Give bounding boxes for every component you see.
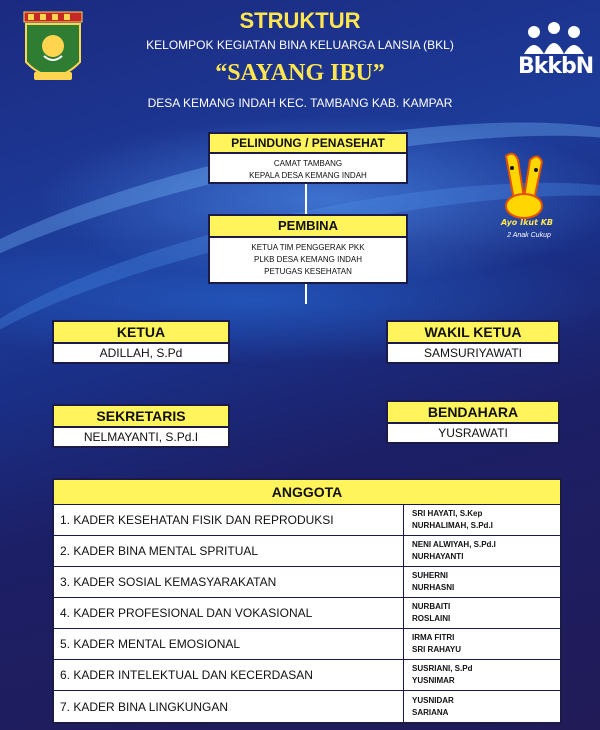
kader-name: 1. KADER KESEHATAN FISIK DAN REPRODUKSI xyxy=(54,505,404,535)
member-name: IRMA FITRI xyxy=(412,633,455,642)
bkkbn-logo-text: BkkbN xyxy=(518,54,594,79)
bendahara-box xyxy=(386,400,560,444)
anggota-table xyxy=(52,478,562,724)
kader-name: 2. KADER BINA MENTAL SPRITUAL xyxy=(54,536,404,566)
wakil-ketua-title: WAKIL KETUA xyxy=(388,322,558,344)
bendahara-name: YUSRAWATI xyxy=(438,426,508,440)
pembina-line: PLKB DESA KEMANG INDAH xyxy=(253,255,363,264)
location-line: DESA KEMANG INDAH KEC. TAMBANG KAB. KAMPAR xyxy=(147,96,453,110)
pembina-line: KETUA TIM PENGGERAK PKK xyxy=(251,243,365,252)
page-title: STRUKTUR xyxy=(239,8,361,33)
table-row xyxy=(54,691,560,722)
ketua-box xyxy=(52,320,230,364)
member-name: YUSNIMAR xyxy=(412,676,455,685)
member-name: NURHALIMAH, S.Pd.I xyxy=(412,521,493,530)
organization-name: KELOMPOK KEGIATAN BINA KELUARGA LANSIA (BKL) xyxy=(146,38,454,52)
member-name: ROSLAINI xyxy=(412,614,451,623)
ketua-title: KETUA xyxy=(54,322,228,344)
sekretaris-box xyxy=(52,404,230,448)
connector-line xyxy=(305,184,307,214)
kader-name: 5. KADER MENTAL EMOSIONAL xyxy=(54,629,404,659)
pelindung-line: CAMAT TAMBANG xyxy=(273,159,343,168)
member-name: SUHERNI xyxy=(412,571,449,580)
table-row xyxy=(54,567,560,598)
kader-name: 6. KADER INTELEKTUAL DAN KECERDASAN xyxy=(54,660,404,690)
member-name: SRI RAHAYU xyxy=(412,645,462,654)
table-row xyxy=(54,598,560,629)
wakil-ketua-name: SAMSURIYAWATI xyxy=(423,346,522,360)
sekretaris-name: NELMAYANTI, S.Pd.I xyxy=(83,430,199,444)
connector-line xyxy=(305,284,307,304)
mascot-slogan: Ayo Ikut KB xyxy=(500,218,553,227)
table-row xyxy=(54,505,560,536)
kader-members xyxy=(404,505,560,535)
pelindung-box xyxy=(208,132,408,184)
kader-members xyxy=(404,536,560,566)
member-name: SARIANA xyxy=(412,707,449,717)
member-name: NENI ALWIYAH, S.Pd.I xyxy=(412,540,496,549)
kader-members xyxy=(404,598,560,628)
kader-name: 7. KADER BINA LINGKUNGAN xyxy=(54,691,404,722)
group-name: “SAYANG IBU” xyxy=(215,60,385,86)
kader-members xyxy=(404,691,560,722)
member-name: YUSNIDAR xyxy=(412,695,454,705)
sekretaris-title: SEKRETARIS xyxy=(54,406,228,428)
table-row xyxy=(54,660,560,691)
member-name: SRI HAYATI, S.Kep xyxy=(412,509,483,518)
table-row xyxy=(54,536,560,567)
bendahara-title: BENDAHARA xyxy=(388,402,558,424)
pembina-line: PETUGAS KESEHATAN xyxy=(264,267,352,276)
pelindung-line: KEPALA DESA KEMANG INDAH xyxy=(249,171,367,180)
member-name: NURBAITI xyxy=(412,602,451,611)
wakil-ketua-box xyxy=(386,320,560,364)
pelindung-title: PELINDUNG / PENASEHAT xyxy=(210,134,406,154)
mascot-subtext: 2 Anak Cukup xyxy=(507,232,551,239)
anggota-title: ANGGOTA xyxy=(54,480,560,505)
member-name: NURHAYANTI xyxy=(412,552,464,561)
kader-members xyxy=(404,660,560,690)
member-name: SUSRIANI, S.Pd xyxy=(412,664,473,673)
member-name: NURHASNI xyxy=(412,583,455,592)
kader-members xyxy=(404,567,560,597)
kader-name: 3. KADER SOSIAL KEMASYARAKATAN xyxy=(54,567,404,597)
ketua-name: ADILLAH, S.Pd xyxy=(99,346,183,360)
table-row xyxy=(54,629,560,660)
pembina-box xyxy=(208,214,408,284)
pembina-title: PEMBINA xyxy=(210,216,406,238)
kader-members xyxy=(404,629,560,659)
kader-name: 4. KADER PROFESIONAL DAN VOKASIONAL xyxy=(54,598,404,628)
